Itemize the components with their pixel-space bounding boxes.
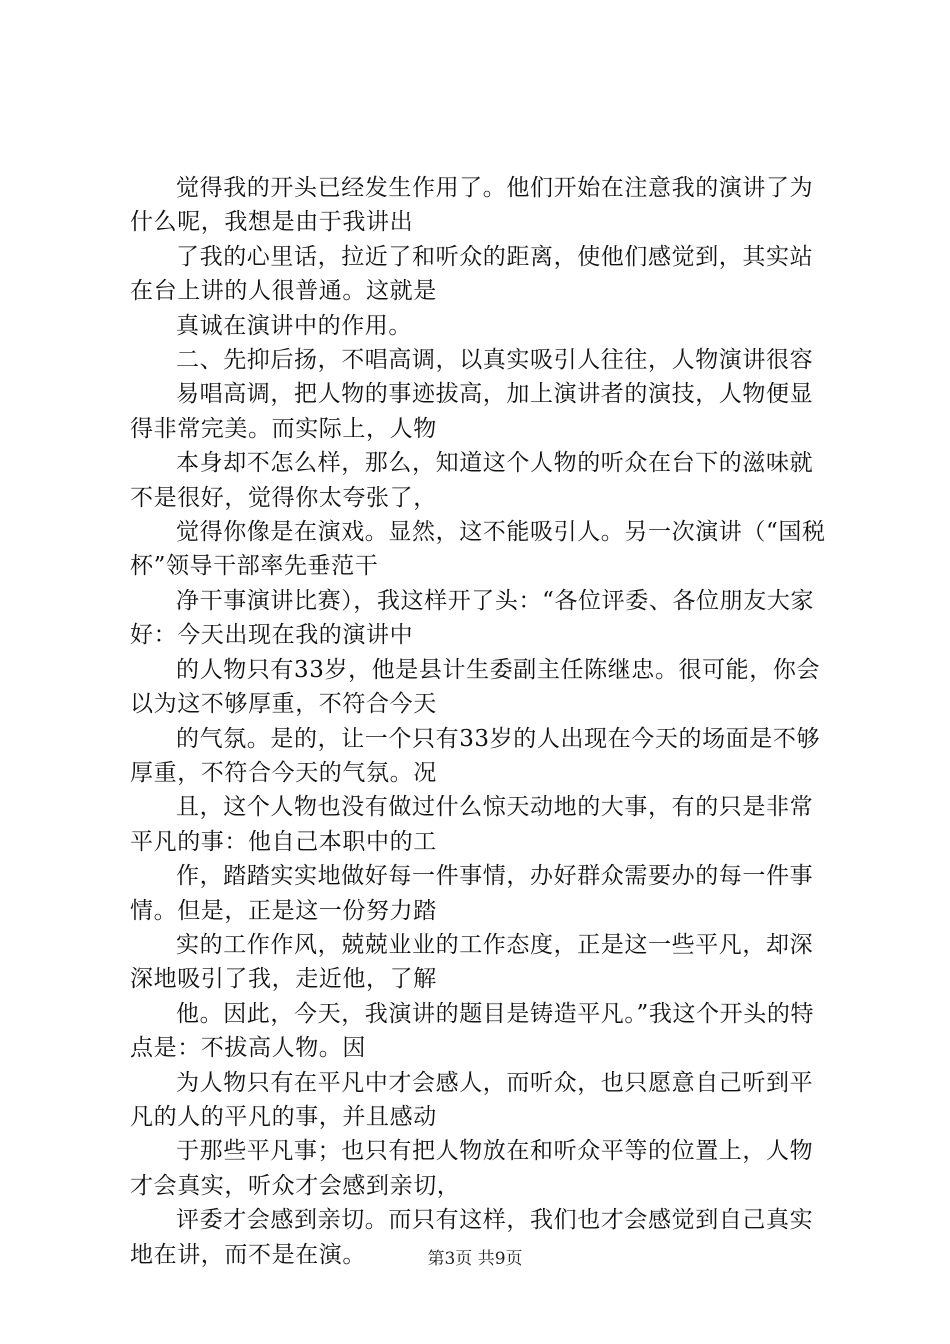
paragraph-1: 觉得我的开头已经发生作用了。他们开始在注意我的演讲了为什么呢，我想是由于我讲出 xyxy=(130,175,814,236)
paragraph-17: 评委才会感到亲切。而只有这样，我们也才会感觉到自己真实地在讲，而不是在演。 xyxy=(130,1207,814,1268)
page-number-label: 第3页 共9页 xyxy=(427,1249,523,1269)
paragraph-10: 的气氛。是的，让一个只有33岁的人出现在今天的场面是不够厚重，不符合今天的气氛。况 xyxy=(130,725,821,786)
paragraph-3: 真诚在演讲中的作用。 xyxy=(176,312,412,339)
paragraph-7: 觉得你像是在演戏。显然，这不能吸引人。另一次演讲（“国税杯”领导干部率先垂范干 xyxy=(130,519,826,580)
paragraph-15: 为人物只有在平凡中才会感人，而听众，也只愿意自己听到平凡的人的平凡的事，并且感动 xyxy=(130,1069,814,1130)
paragraph-6: 本身却不怎么样，那么，知道这个人物的听众在台下的滋味就不是很好，觉得你太夸张了， xyxy=(130,450,814,511)
document-body xyxy=(130,171,835,1272)
paragraph-5: 易唱高调，把人物的事迹拔高，加上演讲者的演技，人物便显得非常完美。而实际上，人物 xyxy=(130,381,814,442)
paragraph-12: 作，踏踏实实地做好每一件事情，办好群众需要办的每一件事情。但是，正是这一份努力踏 xyxy=(130,863,814,924)
paragraph-14: 他。因此，今天，我演讲的题目是铸造平凡。”我这个开头的特点是：不拔高人物。因 xyxy=(130,1000,815,1062)
paragraph-4: 二、先抑后扬，不唱高调，以真实吸引人往往，人物演讲很容 xyxy=(176,347,814,374)
page-footer xyxy=(0,1244,950,1269)
paragraph-13: 实的工作作风，兢兢业业的工作态度，正是这一些平凡，却深深地吸引了我，走近他，了解 xyxy=(130,931,814,993)
paragraph-16: 于那些平凡事；也只有把人物放在和听众平等的位置上，人物才会真实，听众才会感到亲切， xyxy=(130,1138,814,1199)
paragraph-2: 了我的心里话，拉近了和听众的距离，使他们感觉到，其实站在台上讲的人很普通。这就是 xyxy=(130,243,814,305)
paragraph-8: 净干事演讲比赛），我这样开了头：“各位评委、各位朋友大家好：今天出现在我的演讲中 xyxy=(130,587,815,649)
paragraph-9: 的人物只有33岁，他是县计生委副主任陈继忠。很可能，你会以为这不够厚重，不符合今天 xyxy=(130,656,821,718)
paragraph-11: 且，这个人物也没有做过什么惊天动地的大事，有的只是非常平凡的事：他自己本职中的工 xyxy=(130,794,814,855)
